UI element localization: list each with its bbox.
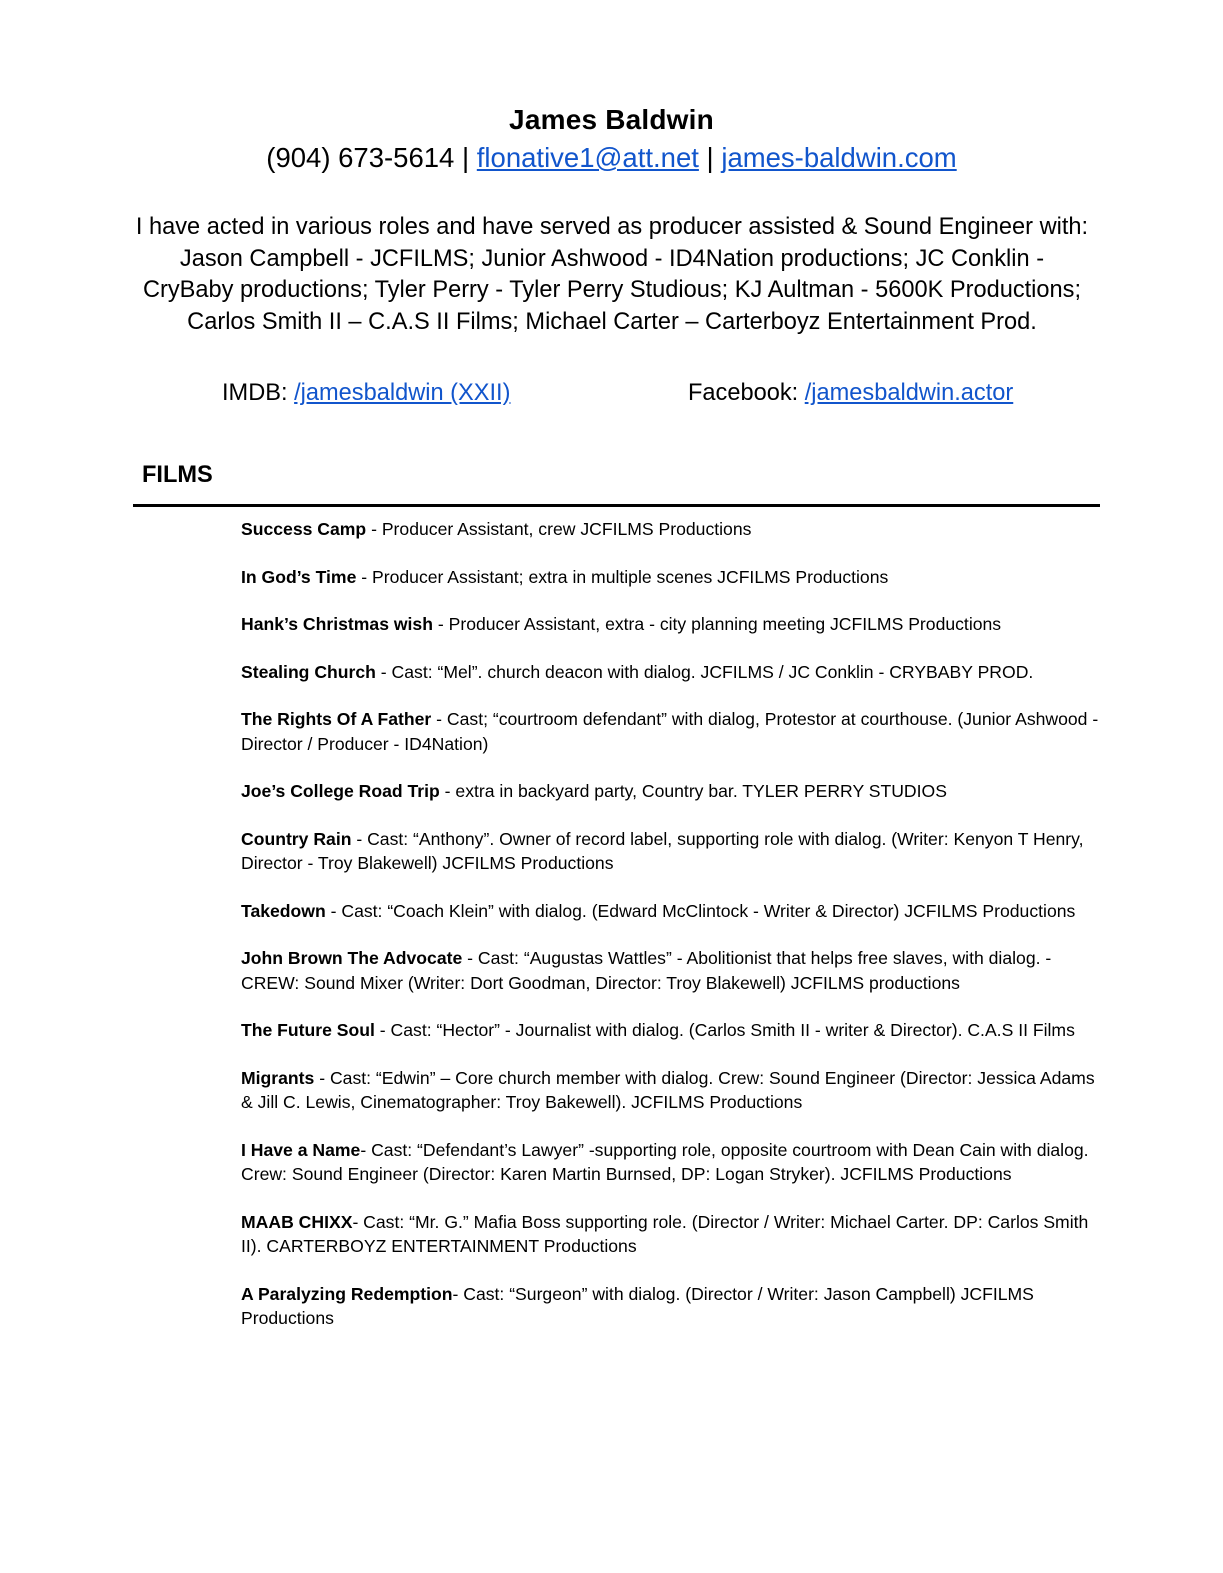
film-description: - Cast; “courtroom defendant” with dialog, Protestor at courthouse. (Junior Ashwood - Director / Producer - ID4Nation) (241, 709, 1099, 754)
film-description: - Cast: “Anthony”. Owner of record label, supporting role with dialog. (Writer: Kenyon T Henry, Director - Troy Blakewell) JCFILMS Productions (241, 828, 1084, 873)
email-link[interactable]: flonative1@att.net (476, 142, 699, 173)
phone-number: (904) 673-5614 (266, 142, 455, 173)
films-list (241, 517, 1099, 1354)
film-entry (241, 1138, 1099, 1187)
film-description: - Cast: “Surgeon” with dialog. (Director / Writer: Jason Campbell) JCFILMS Productions (241, 1283, 1034, 1328)
separator: | (706, 142, 714, 173)
film-entry (241, 1282, 1099, 1331)
film-description: - Cast: “Hector” - Journalist with dialog. (Carlos Smith II - writer & Director). C.A.S II Films (374, 1020, 1075, 1040)
film-title: Country Rain (241, 828, 352, 849)
intro-line: Jason Campbell - JCFILMS; Junior Ashwood - ID4Nation productions; JC Conklin - (179, 245, 1045, 272)
film-title: John Brown The Advocate (241, 948, 463, 968)
intro-line: Carlos Smith II – C.A.S II Films; Michael Carter – Carterboyz Entertainment Prod. (187, 308, 1037, 335)
contact-line (0, 142, 1223, 174)
film-entry (241, 779, 1099, 804)
website-link[interactable]: james-baldwin.com (721, 142, 957, 173)
film-title: The Rights Of A Father (241, 709, 432, 729)
film-entry (241, 707, 1099, 756)
film-entry (241, 899, 1099, 924)
film-entry (241, 612, 1099, 637)
section-divider (133, 504, 1100, 507)
film-title: A Paralyzing Redemption (241, 1283, 453, 1304)
film-description: - extra in backyard party, Country bar. TYLER PERRY STUDIOS (439, 781, 947, 801)
film-title: Takedown (241, 900, 326, 921)
resume-name: James Baldwin (509, 104, 714, 135)
film-description: - Cast: “Edwin” – Core church member with dialog. Crew: Sound Engineer (Director: Jessica Adams & Jill C. Lewis, Cinematographer: Troy Bakewell). JCFILMS Productions (241, 1067, 1095, 1112)
film-entry (241, 827, 1099, 876)
film-title: The Future Soul (241, 1020, 375, 1040)
separator: | (462, 142, 470, 173)
film-title: Hank’s Christmas wish (241, 614, 433, 634)
film-title: In God’s Time (241, 566, 357, 587)
facebook-label: Facebook: (688, 380, 799, 406)
intro-paragraph (112, 212, 1112, 338)
films-section-title: FILMS (142, 462, 213, 488)
film-description: - Producer Assistant; extra in multiple scenes JCFILMS Productions (356, 566, 889, 587)
film-entry (241, 517, 1099, 542)
film-title: Joe’s College Road Trip (241, 781, 440, 801)
film-title: I Have a Name (241, 1139, 361, 1160)
film-description: - Cast: “Mel”. church deacon with dialog. JCFILMS / JC Conklin - CRYBABY PROD. (375, 661, 1034, 682)
film-description: - Producer Assistant, extra - city planning meeting JCFILMS Productions (432, 614, 1002, 634)
film-title: MAAB CHIXX (241, 1211, 353, 1232)
film-description: - Cast: “Coach Klein” with dialog. (Edward McClintock - Writer & Director) JCFILMS Productions (325, 900, 1076, 921)
film-entry (241, 946, 1099, 995)
imdb-line (222, 380, 510, 407)
film-description: - Cast: “Defendant’s Lawyer” -supporting role, opposite courtroom with Dean Cain with dialog. Crew: Sound Engineer (Director: Karen Martin Burnsed, DP: Logan Stryker). JCFILMS Productions (241, 1139, 1089, 1184)
film-title: Stealing Church (241, 661, 376, 682)
film-description: - Cast: “Augustas Wattles” - Abolitionist that helps free slaves, with dialog. - CREW: Sound Mixer (Writer: Dort Goodman, Director: Troy Blakewell) JCFILMS productions (241, 948, 1052, 993)
film-entry (241, 1018, 1099, 1043)
film-description: - Producer Assistant, crew JCFILMS Productions (366, 519, 752, 539)
film-title: Migrants (241, 1067, 315, 1088)
intro-line: I have acted in various roles and have served as producer assisted & Sound Engineer with: (135, 214, 1089, 240)
intro-line: CryBaby productions; Tyler Perry - Tyler Perry Studious; KJ Aultman - 5600K Productions; (142, 277, 1082, 304)
film-entry (241, 565, 1099, 590)
film-description: - Cast: “Mr. G.” Mafia Boss supporting role. (Director / Writer: Michael Carter. DP: Carlos Smith II). CARTERBOYZ ENTERTAINMENT Productions (241, 1211, 1089, 1256)
film-entry (241, 1066, 1099, 1115)
facebook-link[interactable]: /jamesbaldwin.actor (804, 380, 1014, 406)
facebook-line (688, 380, 1013, 407)
imdb-link[interactable]: /jamesbaldwin (XXII) (294, 380, 511, 406)
imdb-label: IMDB: (222, 380, 288, 406)
film-title: Success Camp (241, 519, 367, 539)
film-entry (241, 1210, 1099, 1259)
film-entry (241, 660, 1099, 685)
